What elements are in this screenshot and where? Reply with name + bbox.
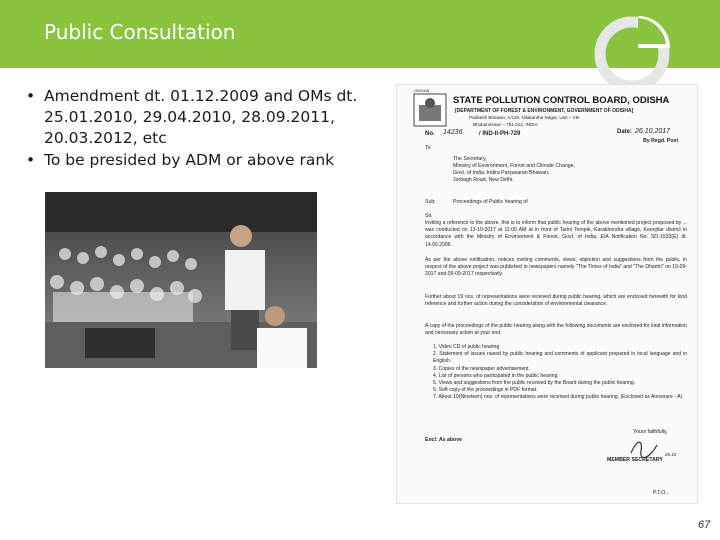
list-item: 3. Copies of the newspaper advertisement. [433, 365, 530, 372]
bullet-text: To be presided by ADM or above rank [44, 151, 335, 169]
bullet-text: Amendment dt. 01.12.2009 and OMs dt. 25.01.2010, 29.04.2010, 28.09.2011, 20.03.2012, etc [44, 87, 358, 147]
letter-paragraph: Inviting a reference to the above, this is to inform that public hearing of the above mentioned project proposed by ... was conducted on 13-10-2017 at 11:00 AM at in front of Tarini Temple, Karakhendra village, Keonjhar district in accordance with the Ministry of Environment & Forest, Govt. of India, EIA Notification No. SO-1533(E) dt. 14.09.2006. [425, 220, 687, 248]
emblem-label: ODISHA [414, 88, 430, 93]
letter-org: STATE POLLUTION CONTROL BOARD, ODISHA [453, 95, 670, 106]
letter-address: Paribesh Bhawan, A/118, Nilakantha Nagar, Unit – VIII [469, 115, 580, 120]
bullet-item [22, 150, 382, 171]
letter-to: To [425, 145, 431, 151]
letter-date-value: 26.10.2017 [635, 128, 671, 135]
letter-paragraph: A copy of the proceedings of the public hearing along with the following documents are enclosed for kind information and necessary action at your end. [425, 323, 687, 337]
letter-no-value: 14236 [443, 129, 463, 136]
scanned-letter [396, 84, 698, 504]
bullet-list [22, 86, 382, 172]
letter-date-label: Date: [617, 129, 633, 135]
signature-date: 26.10 [665, 452, 677, 457]
bullet-symbol: • [26, 87, 36, 105]
letter-address: Bhubaneswar – 751 012, INDIA [473, 122, 538, 127]
list-item: 4. List of persons who participated in the public hearing [433, 372, 558, 379]
letter-enclosure-note: Encl: As above [425, 437, 462, 443]
bullet-symbol: • [26, 151, 36, 169]
list-item: 1. Video CD of public hearing [433, 344, 500, 350]
letter-salutation: Sir, [425, 213, 433, 219]
public-hearing-photo [45, 192, 317, 368]
letter-pto: P.T.O... [653, 490, 670, 496]
page-number: 67 [698, 519, 711, 531]
letter-file-ref: / IND-II-PH-729 [479, 131, 521, 137]
letter-post-mode: By Regd. Post [643, 138, 679, 144]
letter-closing: Yours faithfully, [633, 429, 668, 435]
list-item: 2. Statement of issues raised by public hearing and comments of applicant prepared in local language and in English. [433, 351, 687, 365]
letter-recipient-line: Govt. of India, Indira Paryavaran Bhawan, [453, 170, 550, 176]
letter-subject: Proceedings of Public hearing of [453, 199, 528, 205]
letter-dept: [DEPARTMENT OF FOREST & ENVIRONMENT, GOVERNMENT OF ODISHA] [455, 108, 634, 114]
list-item: 6. Soft copy of the proceedings in PDF format. [433, 387, 538, 394]
spcb-emblem-icon [413, 93, 447, 127]
list-item: 7. About 19(Nineteen) nos. of representations were received during public hearing. (Enclosed as Annexure - A) [433, 394, 683, 401]
letter-recipient-line: Jorbagh Road, New Delhi. [453, 177, 514, 183]
logo-icon [588, 10, 684, 94]
letter-signatory: MEMBER SECRETARY [607, 457, 663, 463]
letter-recipient-line: The Secretary, [453, 156, 487, 162]
letter-enclosure-list [433, 344, 687, 402]
slide-title: Public Consultation [44, 20, 236, 44]
letter-paragraph: As per the above notification, notices inviting comments, views, objection and suggestions from the public, in respect of the above project was published in newspapers namely "The Times of India" and "The Dharitri" on 10-09-2017 and 09-09-2017 respectively. [425, 257, 687, 278]
list-item: 5. Views and suggestions from the public received by the Board during the public hearing. [433, 380, 636, 387]
bullet-item [22, 86, 382, 149]
letter-paragraph: Further about 19 nos. of representations were received during public hearing, which are enclosed herewith for kind reference and further action during the consideration of environmental clearance. [425, 294, 687, 308]
letter-no-label: No. [425, 131, 435, 137]
letter-sub-label: Sub: [425, 199, 436, 205]
letter-recipient-line: Ministry of Environment, Forest and Climate Change, [453, 163, 575, 169]
